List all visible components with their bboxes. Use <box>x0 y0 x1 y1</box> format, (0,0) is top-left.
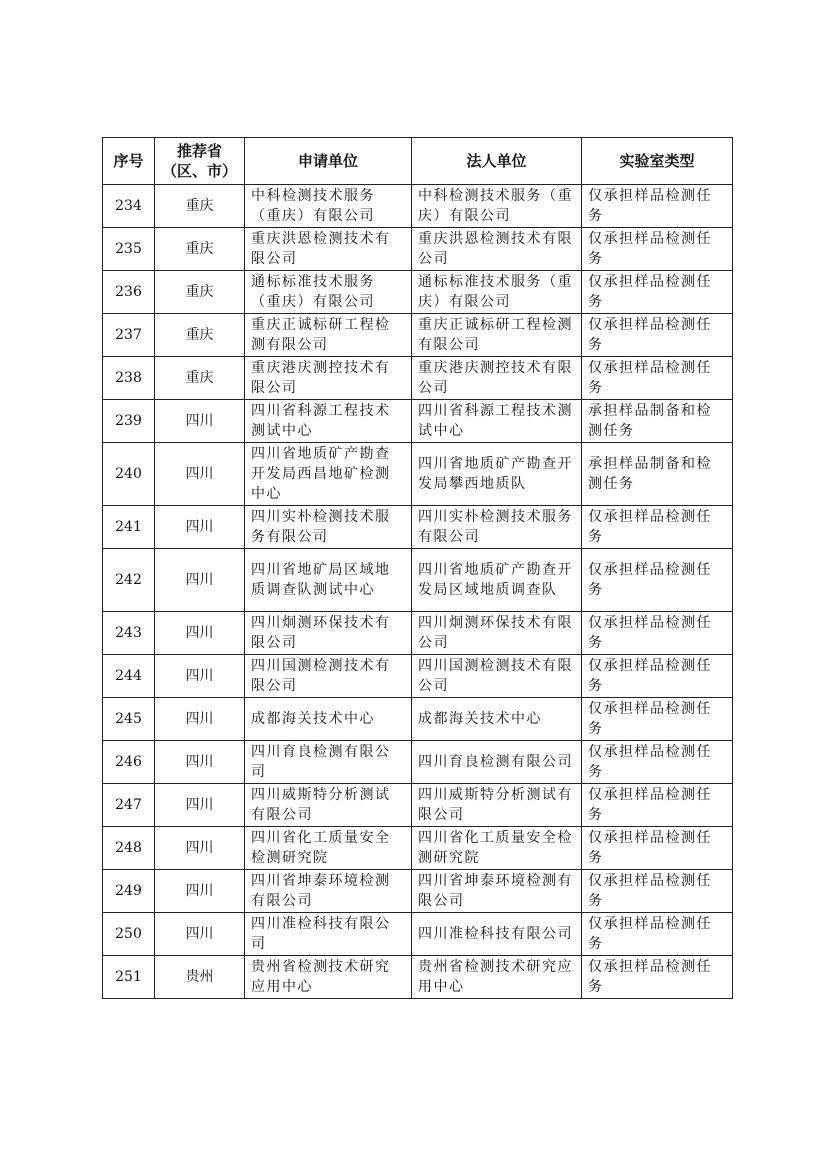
row-legal-entity: 四川实朴检测技术服务有限公司 <box>412 506 582 549</box>
row-applicant: 重庆洪恩检测技术有限公司 <box>245 228 412 271</box>
row-lab-type: 承担样品制备和检测任务 <box>582 400 733 443</box>
table-row <box>103 506 733 549</box>
row-lab-type: 仅承担样品检测任务 <box>582 870 733 913</box>
row-applicant: 四川威斯特分析测试有限公司 <box>245 784 412 827</box>
row-province: 重庆 <box>155 357 245 400</box>
row-applicant: 四川实朴检测技术服务有限公司 <box>245 506 412 549</box>
row-applicant: 四川省地质矿产勘查开发局西昌地矿检测中心 <box>245 443 412 506</box>
row-index: 242 <box>103 549 155 612</box>
table-row <box>103 956 733 999</box>
row-legal-entity: 重庆港庆测控技术有限公司 <box>412 357 582 400</box>
header-index: 序号 <box>103 138 155 185</box>
table-row <box>103 827 733 870</box>
row-legal-entity: 中科检测技术服务（重庆）有限公司 <box>412 185 582 228</box>
header-province <box>155 138 245 185</box>
row-lab-type: 仅承担样品检测任务 <box>582 506 733 549</box>
row-province: 贵州 <box>155 956 245 999</box>
row-legal-entity: 成都海关技术中心 <box>412 698 582 741</box>
row-lab-type: 仅承担样品检测任务 <box>582 549 733 612</box>
row-province: 四川 <box>155 784 245 827</box>
row-applicant: 四川炯测环保技术有限公司 <box>245 612 412 655</box>
row-province: 四川 <box>155 549 245 612</box>
row-lab-type: 仅承担样品检测任务 <box>582 784 733 827</box>
row-index: 243 <box>103 612 155 655</box>
row-index: 237 <box>103 314 155 357</box>
row-index: 245 <box>103 698 155 741</box>
row-applicant: 四川省化工质量安全检测研究院 <box>245 827 412 870</box>
table-row <box>103 271 733 314</box>
row-index: 244 <box>103 655 155 698</box>
row-index: 241 <box>103 506 155 549</box>
row-applicant: 通标标准技术服务（重庆）有限公司 <box>245 271 412 314</box>
row-province: 四川 <box>155 655 245 698</box>
lab-list-table <box>102 137 733 999</box>
row-legal-entity: 四川省地质矿产勘查开发局区域地质调查队 <box>412 549 582 612</box>
row-lab-type: 仅承担样品检测任务 <box>582 956 733 999</box>
row-applicant: 成都海关技术中心 <box>245 698 412 741</box>
row-province: 四川 <box>155 506 245 549</box>
row-province: 四川 <box>155 400 245 443</box>
row-applicant: 重庆正诚标研工程检测有限公司 <box>245 314 412 357</box>
row-province: 四川 <box>155 443 245 506</box>
row-applicant: 重庆港庆测控技术有限公司 <box>245 357 412 400</box>
table-row <box>103 443 733 506</box>
row-lab-type: 仅承担样品检测任务 <box>582 228 733 271</box>
row-applicant: 贵州省检测技术研究应用中心 <box>245 956 412 999</box>
row-applicant: 四川国测检测技术有限公司 <box>245 655 412 698</box>
header-province-line1: 推荐省 <box>176 142 222 160</box>
header-applicant: 申请单位 <box>245 138 412 185</box>
table-row <box>103 357 733 400</box>
row-lab-type: 承担样品制备和检测任务 <box>582 443 733 506</box>
row-lab-type: 仅承担样品检测任务 <box>582 827 733 870</box>
row-province: 四川 <box>155 741 245 784</box>
row-index: 240 <box>103 443 155 506</box>
row-applicant: 四川省地矿局区域地质调查队测试中心 <box>245 549 412 612</box>
table-row <box>103 228 733 271</box>
row-legal-entity: 贵州省检测技术研究应用中心 <box>412 956 582 999</box>
row-index: 247 <box>103 784 155 827</box>
row-legal-entity: 四川省坤泰环境检测有限公司 <box>412 870 582 913</box>
row-lab-type: 仅承担样品检测任务 <box>582 913 733 956</box>
row-applicant: 四川省坤泰环境检测有限公司 <box>245 870 412 913</box>
row-legal-entity: 四川炯测环保技术有限公司 <box>412 612 582 655</box>
row-index: 238 <box>103 357 155 400</box>
row-lab-type: 仅承担样品检测任务 <box>582 698 733 741</box>
row-applicant: 四川育良检测有限公司 <box>245 741 412 784</box>
row-province: 重庆 <box>155 228 245 271</box>
table-row <box>103 655 733 698</box>
row-index: 248 <box>103 827 155 870</box>
header-lab-type: 实验室类型 <box>582 138 733 185</box>
row-index: 235 <box>103 228 155 271</box>
table-row <box>103 913 733 956</box>
row-index: 251 <box>103 956 155 999</box>
row-legal-entity: 通标标准技术服务（重庆）有限公司 <box>412 271 582 314</box>
row-index: 249 <box>103 870 155 913</box>
table-row <box>103 784 733 827</box>
table-row <box>103 612 733 655</box>
row-province: 四川 <box>155 698 245 741</box>
row-lab-type: 仅承担样品检测任务 <box>582 357 733 400</box>
row-applicant: 四川准检科技有限公司 <box>245 913 412 956</box>
row-index: 250 <box>103 913 155 956</box>
table-row <box>103 741 733 784</box>
table-row <box>103 870 733 913</box>
row-lab-type: 仅承担样品检测任务 <box>582 271 733 314</box>
table-row <box>103 314 733 357</box>
row-index: 239 <box>103 400 155 443</box>
row-legal-entity: 四川省地质矿产勘查开发局攀西地质队 <box>412 443 582 506</box>
row-lab-type: 仅承担样品检测任务 <box>582 655 733 698</box>
row-index: 234 <box>103 185 155 228</box>
row-applicant: 中科检测技术服务（重庆）有限公司 <box>245 185 412 228</box>
table-header-row <box>103 138 733 185</box>
row-legal-entity: 四川威斯特分析测试有限公司 <box>412 784 582 827</box>
row-index: 236 <box>103 271 155 314</box>
header-legal-entity: 法人单位 <box>412 138 582 185</box>
row-legal-entity: 四川育良检测有限公司 <box>412 741 582 784</box>
table-row <box>103 549 733 612</box>
row-province: 重庆 <box>155 271 245 314</box>
row-legal-entity: 重庆洪恩检测技术有限公司 <box>412 228 582 271</box>
row-province: 四川 <box>155 913 245 956</box>
row-legal-entity: 四川准检科技有限公司 <box>412 913 582 956</box>
table-row <box>103 185 733 228</box>
row-legal-entity: 四川省化工质量安全检测研究院 <box>412 827 582 870</box>
row-lab-type: 仅承担样品检测任务 <box>582 185 733 228</box>
row-lab-type: 仅承担样品检测任务 <box>582 314 733 357</box>
row-legal-entity: 重庆正诚标研工程检测有限公司 <box>412 314 582 357</box>
row-index: 246 <box>103 741 155 784</box>
row-legal-entity: 四川国测检测技术有限公司 <box>412 655 582 698</box>
row-lab-type: 仅承担样品检测任务 <box>582 612 733 655</box>
row-province: 重庆 <box>155 185 245 228</box>
table-row <box>103 698 733 741</box>
row-province: 四川 <box>155 612 245 655</box>
row-applicant: 四川省科源工程技术测试中心 <box>245 400 412 443</box>
row-province: 四川 <box>155 827 245 870</box>
row-legal-entity: 四川省科源工程技术测试中心 <box>412 400 582 443</box>
row-province: 四川 <box>155 870 245 913</box>
row-province: 重庆 <box>155 314 245 357</box>
row-lab-type: 仅承担样品检测任务 <box>582 741 733 784</box>
table-row <box>103 400 733 443</box>
header-province-line2: （区、市） <box>161 162 237 180</box>
